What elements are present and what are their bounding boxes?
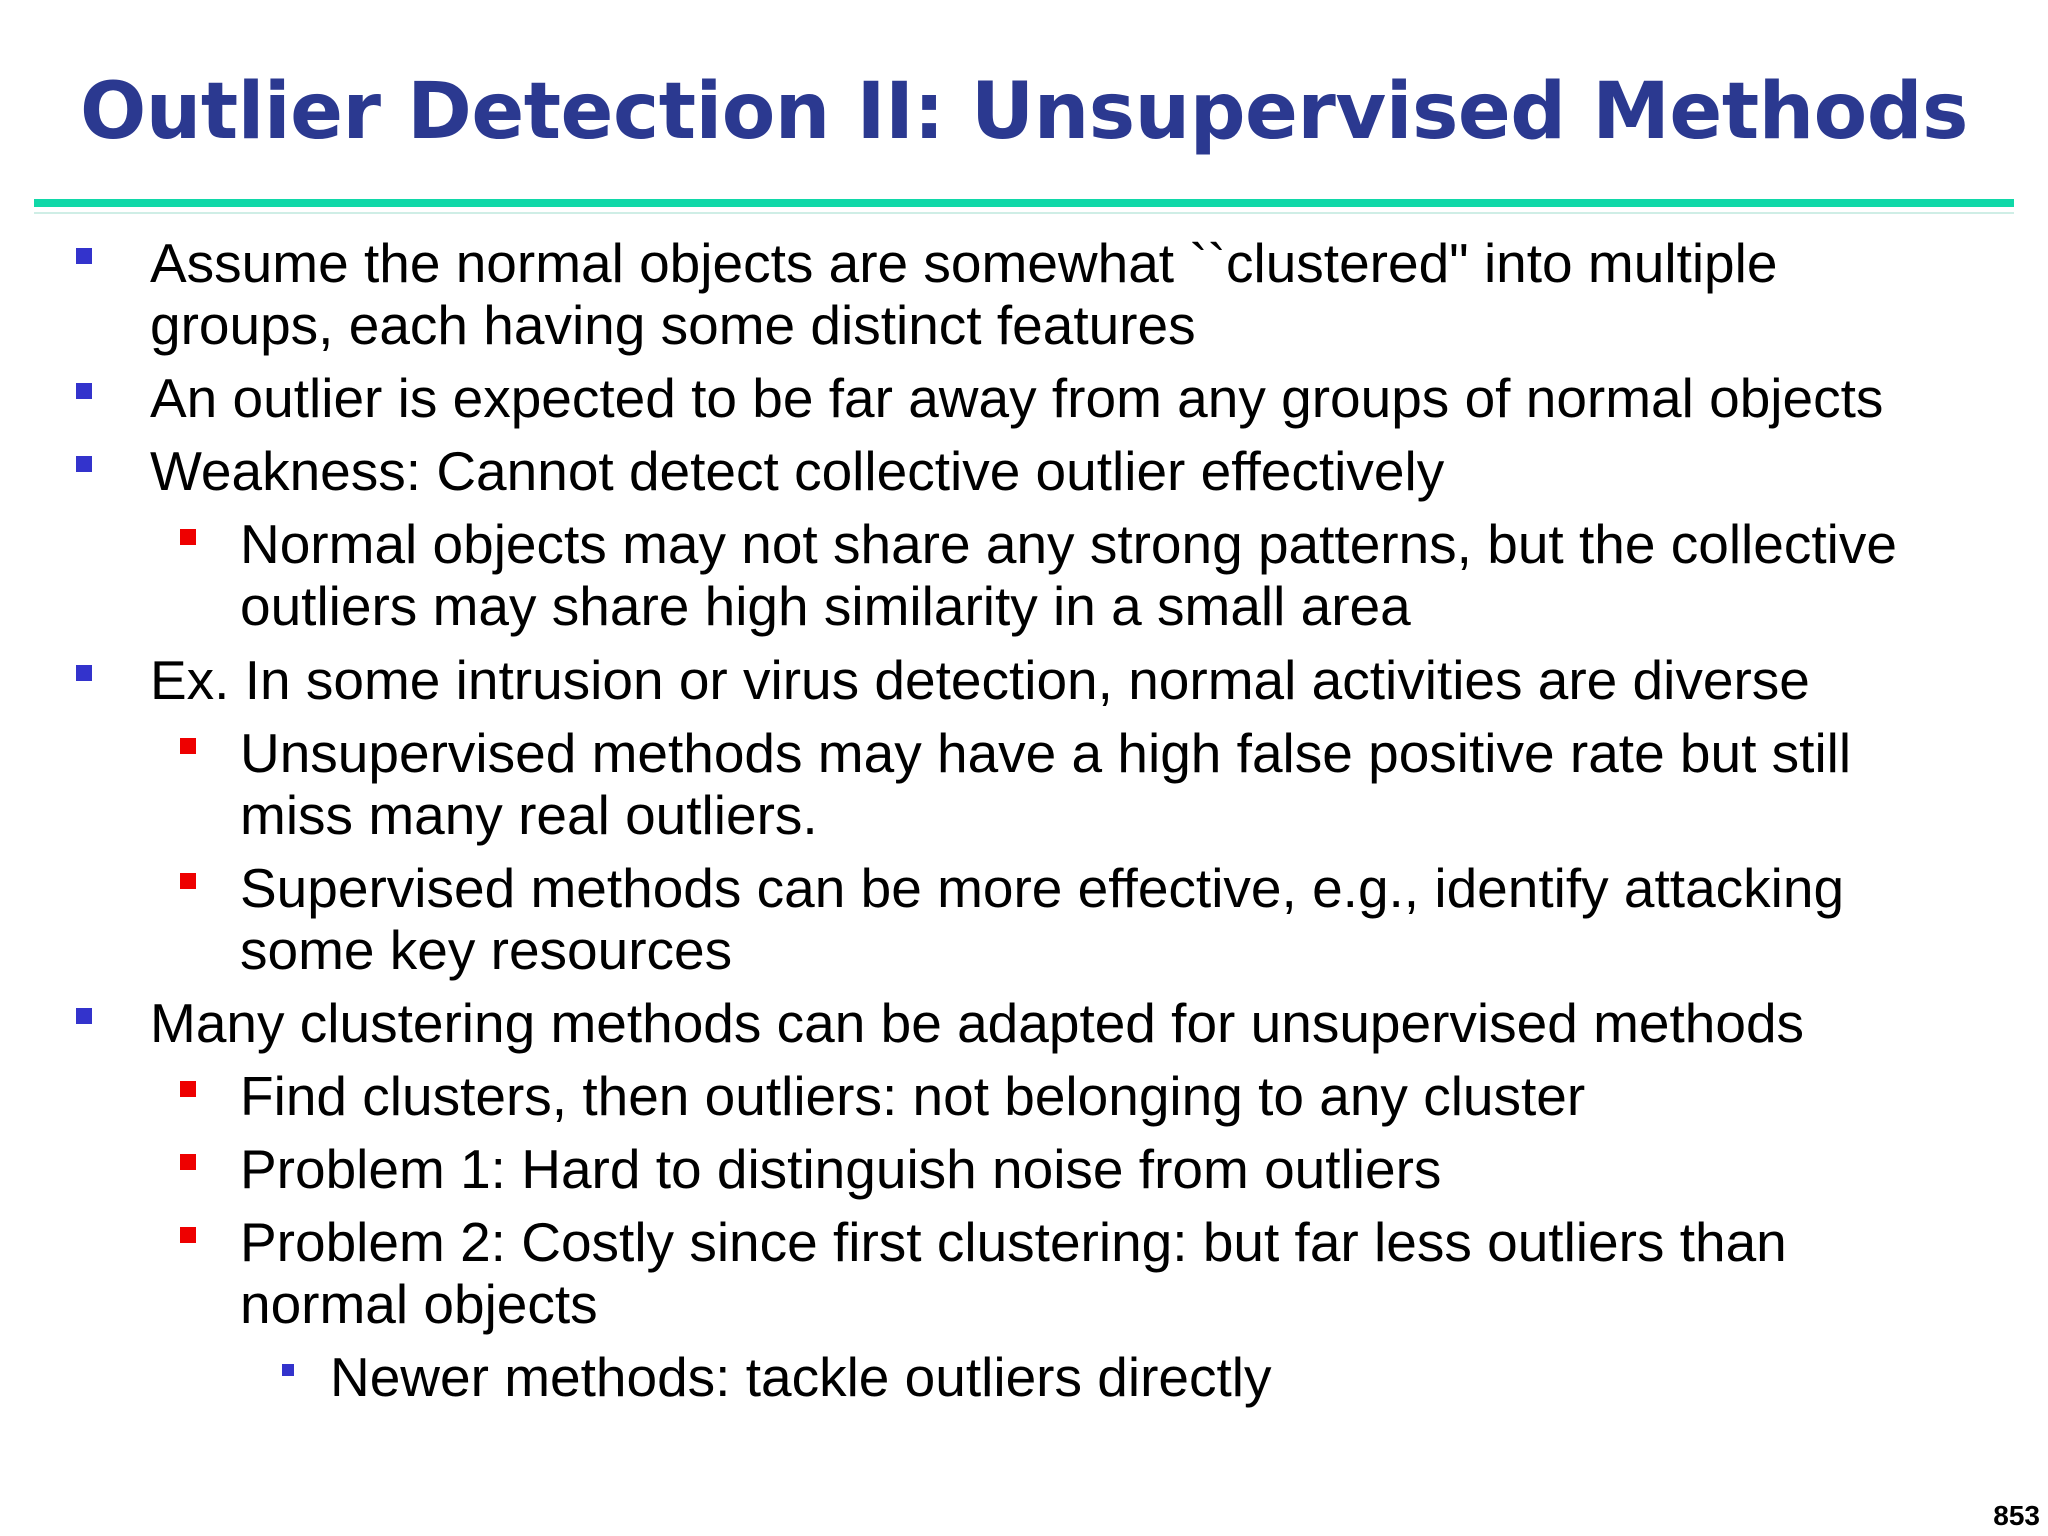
sub-sub-bullet-text: Newer methods: tackle outliers directly (330, 1346, 1272, 1408)
sub-bullet-text: some key resources (240, 919, 733, 981)
title-underline (34, 199, 2014, 207)
bullet-marker (76, 1008, 92, 1024)
sub-bullet-marker (180, 529, 196, 545)
bullet-marker (76, 383, 92, 399)
sub-bullet-marker (180, 1154, 196, 1170)
bullet-marker (76, 665, 92, 681)
bullet-text: groups, each having some distinct features (150, 294, 1196, 356)
sub-bullet-marker (180, 1081, 196, 1097)
sub-bullet-text: outliers may share high similarity in a small area (240, 575, 1411, 637)
sub-bullet-text: Unsupervised methods may have a high false positive rate but still (240, 722, 1852, 784)
title-underline-thin (34, 212, 2014, 214)
sub-bullet-text: miss many real outliers. (240, 784, 818, 846)
bullet-text: Ex. In some intrusion or virus detection, normal activities are diverse (150, 649, 1810, 711)
bullet-marker (76, 456, 92, 472)
page-number: 853 (1993, 1500, 2040, 1531)
bullet-marker (76, 248, 92, 264)
bullet-text: An outlier is expected to be far away from any groups of normal objects (150, 367, 1884, 429)
bullet-text: Weakness: Cannot detect collective outlier effectively (150, 440, 1445, 502)
sub-bullet-marker (180, 873, 196, 889)
slide-title: Outlier Detection II: Unsupervised Methods (80, 67, 1968, 157)
sub-sub-bullet-marker (282, 1364, 294, 1376)
bullet-text: Assume the normal objects are somewhat ``clustered" into multiple (150, 232, 1778, 294)
sub-bullet-text: Supervised methods can be more effective, e.g., identify attacking (240, 857, 1845, 919)
sub-bullet-marker (180, 1227, 196, 1243)
sub-bullet-text: Find clusters, then outliers: not belonging to any cluster (240, 1065, 1586, 1127)
sub-bullet-text: Problem 2: Costly since first clustering: but far less outliers than (240, 1211, 1787, 1273)
sub-bullet-marker (180, 738, 196, 754)
sub-bullet-text: normal objects (240, 1273, 598, 1335)
sub-bullet-text: Normal objects may not share any strong patterns, but the collective (240, 513, 1897, 575)
sub-bullet-text: Problem 1: Hard to distinguish noise from outliers (240, 1138, 1442, 1200)
bullet-text: Many clustering methods can be adapted for unsupervised methods (150, 992, 1805, 1054)
